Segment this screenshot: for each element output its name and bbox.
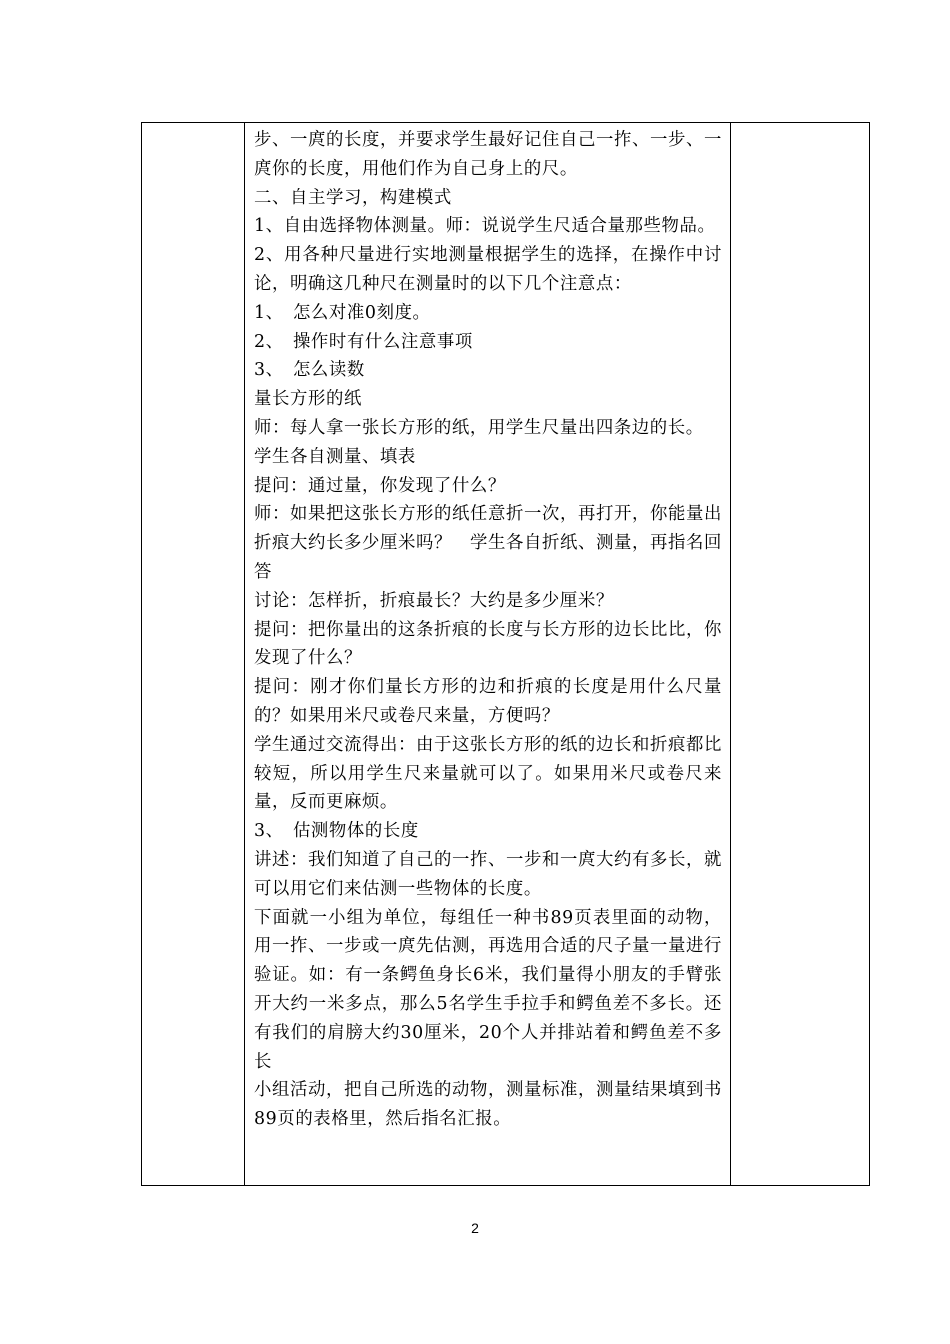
list-item: 2、 操作时有什么注意事项 [254,331,473,352]
subheading: 量长方形的纸 [254,389,362,410]
lesson-plan-table [141,122,870,1186]
table-row [142,123,870,1186]
paragraph: 学生各自测量、填表 [254,446,416,467]
paragraph: 1、自由选择物体测量。师：说说学生尺适合量那些物品。 [254,216,716,237]
paragraph: 小组活动，把自己所选的动物，测量标准，测量结果填到书89页的表格里，然后指名汇报。 [254,1080,722,1130]
paragraph: 学生通过交流得出：由于这张长方形的纸的边长和折痕都比较短，所以用学生尺来量就可以了。如果用米尺或卷尺来量，反而更麻烦。 [254,734,722,813]
lesson-content-cell [245,123,731,1186]
section-heading: 二、自主学习，构建模式 [254,187,452,208]
paragraph: 步、一庹的长度，并要求学生最好记住自己一拃、一步、一庹你的长度，用他们作为自己身上的尺。 [254,130,722,179]
left-column-cell [142,123,245,1186]
paragraph: 2、用各种尺量进行实地测量根据学生的选择，在操作中讨论，明确这几种尺在测量时的以下几个注意点： [254,245,722,294]
paragraph: 提问：通过量，你发现了什么？ [254,475,506,496]
page-number: 2 [471,1220,479,1236]
list-item: 1、 怎么对准0刻度。 [254,302,431,323]
paragraph: 师：每人拿一张长方形的纸，用学生尺量出四条边的长。 [254,417,704,438]
paragraph: 讨论：怎样折，折痕最长？大约是多少厘米？ [254,590,614,611]
paragraph: 讲述：我们知道了自己的一拃、一步和一庹大约有多长，就可以用它们来估测一些物体的长度。 [254,849,722,899]
paragraph: 提问：把你量出的这条折痕的长度与长方形的边长比比，你发现了什么？ [254,619,722,669]
list-item: 3、 估测物体的长度 [254,821,419,842]
lesson-content [245,123,730,1134]
paragraph: 师：如果把这张长方形的纸任意折一次，再打开，你能量出折痕大约长多少厘米吗？ 学生各自折纸、测量，再指名回答 [254,504,722,582]
paragraph: 下面就一小组为单位，每组任一种书89页表里面的动物，用一拃、一步或一庹先估测，再选用合适的尺子量一量进行验证。如：有一条鳄鱼身长6米，我们量得小朋友的手臂张开大约一米多点，那么5名学生手拉手和鳄鱼差不多长。还有我们的肩膀大约30厘米，20个人并排站着和鳄鱼差不多长 [254,907,722,1072]
paragraph: 提问：刚才你们量长方形的边和折痕的长度是用什么尺量的？如果用米尺或卷尺来量，方便吗？ [254,677,722,726]
right-column-cell [731,123,870,1186]
list-item: 3、 怎么读数 [254,360,365,381]
